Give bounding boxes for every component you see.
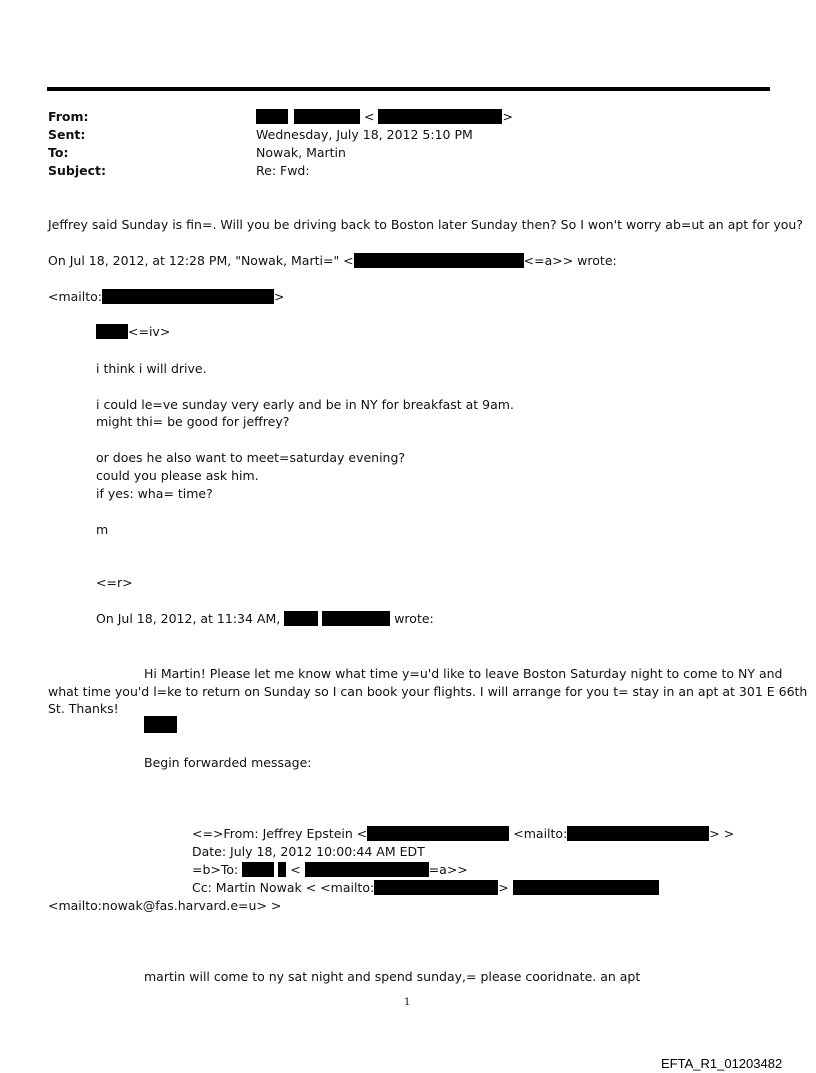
redaction xyxy=(284,611,318,626)
redaction xyxy=(242,862,274,877)
mailto-suffix: > xyxy=(274,289,285,304)
fwd-mailto-line: <mailto:nowak@fas.harvard.e=u> > xyxy=(48,898,282,913)
fwd-cc-gt: > xyxy=(498,880,509,895)
redaction xyxy=(378,109,502,124)
fwd-cc-line xyxy=(192,879,659,896)
redaction xyxy=(367,826,509,841)
quote2-suffix: wrote: xyxy=(394,611,434,626)
redaction xyxy=(513,880,659,895)
fwd-from-prefix: <=>From: Jeffrey Epstein < xyxy=(192,826,368,841)
reply-line: i could le=ve sunday very early and be in NY for breakfast at 9am. xyxy=(96,397,514,412)
page-number: 1 xyxy=(404,997,411,1008)
fwd-to-lt: < xyxy=(290,862,301,877)
redaction xyxy=(278,862,286,877)
reply-line: m xyxy=(96,522,109,537)
fwd-to-prefix: =b>To: xyxy=(192,862,239,877)
mailto-prefix: <mailto: xyxy=(48,289,103,304)
redaction xyxy=(102,289,274,304)
header-rule xyxy=(47,87,770,91)
redaction xyxy=(322,611,390,626)
to-value: Nowak, Martin xyxy=(256,145,346,160)
paragraph-line: what time you'd l=ke to return on Sunday so I can book your flights. I will arrange for you t= stay in an apt at 301 E 66th xyxy=(48,684,808,699)
fwd-from-line xyxy=(192,825,734,842)
fwd-from-mailto: <mailto: xyxy=(513,826,568,841)
paragraph-line: Hi Martin! Please let me know what time y=u'd like to leave Boston Saturday night to come to NY and xyxy=(144,666,783,681)
quote-header-2 xyxy=(96,610,434,627)
subject-label: Subject: xyxy=(48,163,106,178)
redaction xyxy=(567,826,709,841)
redaction xyxy=(256,109,288,124)
reply-line: <=r> xyxy=(96,575,133,590)
quote-header-prefix: On Jul 18, 2012, at 12:28 PM, "Nowak, Marti=" < xyxy=(48,253,354,268)
forwarded-label: Begin forwarded message: xyxy=(144,755,312,770)
subject-value: Re: Fwd: xyxy=(256,163,310,178)
sent-value: Wednesday, July 18, 2012 5:10 PM xyxy=(256,127,473,142)
reply-line: if yes: wha= time? xyxy=(96,486,213,501)
reply-line: might thi= be good for jeffrey? xyxy=(96,414,290,429)
fwd-date-line: Date: July 18, 2012 10:00:44 AM EDT xyxy=(192,844,425,859)
fwd-from-suffix: > > xyxy=(709,826,735,841)
from-lt: < xyxy=(363,109,375,124)
redaction xyxy=(144,716,177,733)
reply-line: i think i will drive. xyxy=(96,361,207,376)
reply-line: could you please ask him. xyxy=(96,468,259,483)
from-gt: > xyxy=(502,109,513,124)
redaction xyxy=(305,862,429,877)
document-id: EFTA_R1_01203482 xyxy=(661,1056,783,1071)
fwd-cc-prefix: Cc: Martin Nowak < <mailto: xyxy=(192,880,375,895)
redaction xyxy=(294,109,360,124)
quote-header-suffix: <=a>> wrote: xyxy=(523,253,617,268)
message-line: Jeffrey said Sunday is fin=. Will you be driving back to Boston later Sunday then? So I won't worry ab=ut an apt for you? xyxy=(48,217,803,232)
redaction xyxy=(96,324,128,339)
redaction xyxy=(354,253,524,268)
div-tag-line xyxy=(96,323,170,340)
redaction xyxy=(374,880,498,895)
last-line: martin will come to ny sat night and spend sunday,= please cooridnate. an apt xyxy=(144,969,641,984)
fwd-to-line xyxy=(192,861,468,878)
quote-header xyxy=(48,252,617,269)
div-tag: <=iv> xyxy=(128,324,171,339)
quote2-prefix: On Jul 18, 2012, at 11:34 AM, xyxy=(96,611,281,626)
mailto-line xyxy=(48,288,285,305)
reply-line: or does he also want to meet=saturday evening? xyxy=(96,450,406,465)
to-label: To: xyxy=(48,145,69,160)
paragraph-line: St. Thanks! xyxy=(48,701,119,716)
fwd-to-suffix: =a>> xyxy=(428,862,468,877)
from-value xyxy=(256,108,513,125)
sent-label: Sent: xyxy=(48,127,86,142)
from-label: From: xyxy=(48,109,89,124)
